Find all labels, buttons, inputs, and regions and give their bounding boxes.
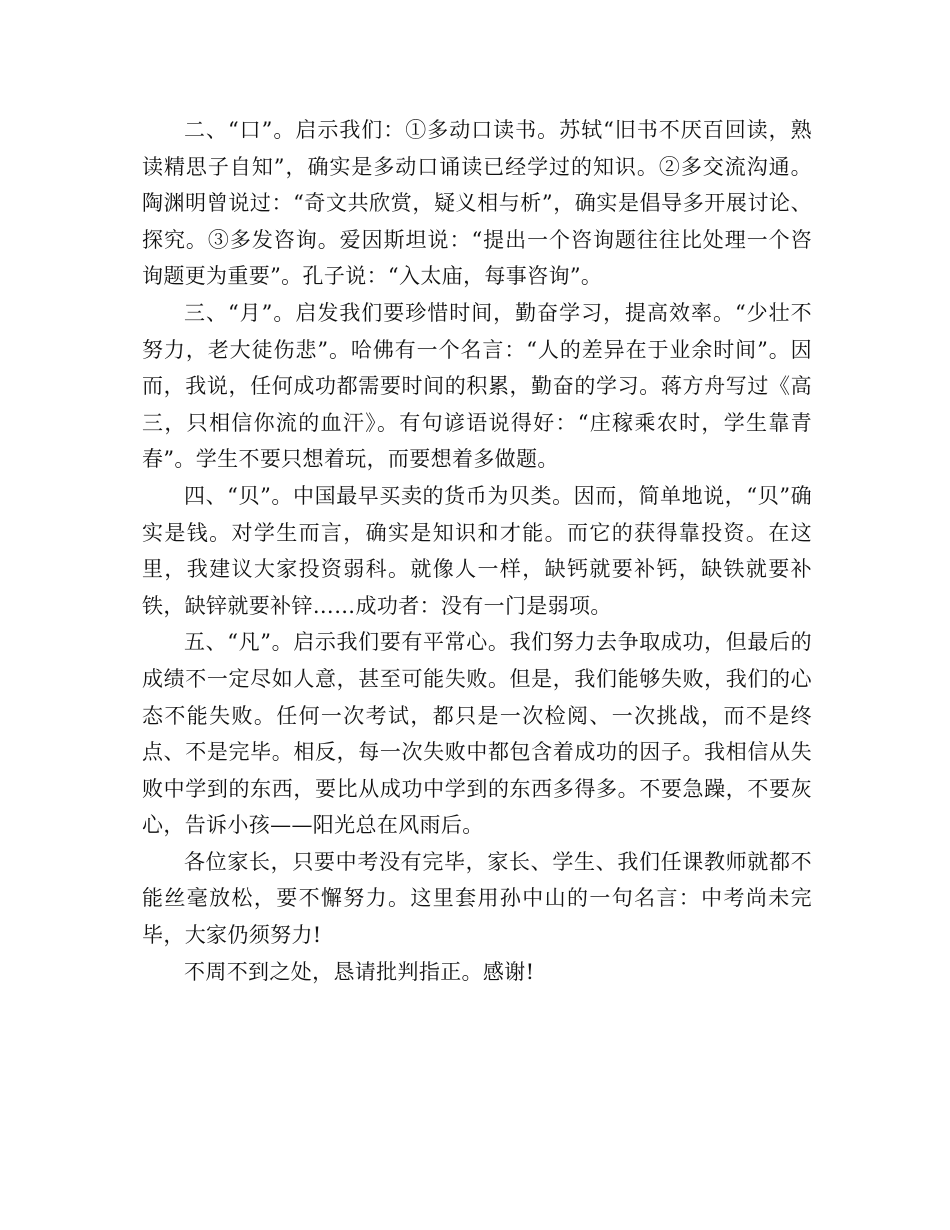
paragraph-kou: 二、“口”。启示我们：①多动口读书。苏轼“旧书不厌百回读，熟读精思子自知”，确实是多动口诵读已经学过的知识。②多交流沟通。陶渊明曾说过：“奇文共欣赏，疑义相与析”，确实是倡导多开展讨论、探究。③多发咨询。爱因斯坦说：“提出一个咨询题往往比处理一个咨询题更为重要”。孔子说：“入太庙，每事咨询”。 — [142, 118, 812, 289]
paragraph-bei: 四、“贝”。中国最早买卖的货币为贝类。因而，简单地说，“贝”确实是钱。对学生而言，确实是知识和才能。而它的获得靠投资。在这里，我建议大家投资弱科。就像人一样，缺钙就要补钙，缺铁就要补铁，缺锌就要补锌……成功者：没有一门是弱项。 — [142, 483, 812, 618]
paragraph-closing: 不周不到之处，恳请批判指正。感谢! — [184, 959, 535, 984]
paragraph-fan: 五、“凡”。启示我们要有平常心。我们努力去争取成功，但最后的成绩不一定尽如人意，甚至可能失败。但是，我们能够失败，我们的心态不能失败。任何一次考试，都只是一次检阅、一次挑战，而不是终点、不是完毕。相反，每一次失败中都包含着成功的因子。我相信从失败中学到的东西，要比从成功中学到的东西多得多。不要急躁，不要灰心，告诉小孩——阳光总在风雨后。 — [142, 630, 812, 838]
paragraph-yue: 三、“月”。启发我们要珍惜时间，勤奋学习，提高效率。“少壮不努力，老大徒伤悲”。哈佛有一个名言：“人的差异在于业余时间”。因而，我说，任何成功都需要时间的积累，勤奋的学习。蒋方舟写过《高三，只相信你流的血汗》。有句谚语说得好：“庄稼乘农时，学生靠青春”。学生不要只想着玩，而要想着多做题。 — [142, 300, 812, 472]
paragraph-parents: 各位家长，只要中考没有完毕，家长、学生、我们任课教师就都不能丝毫放松，要不懈努力。这里套用孙中山的一句名言：中考尚未完毕，大家仍须努力! — [142, 849, 812, 948]
document-body — [142, 112, 812, 990]
